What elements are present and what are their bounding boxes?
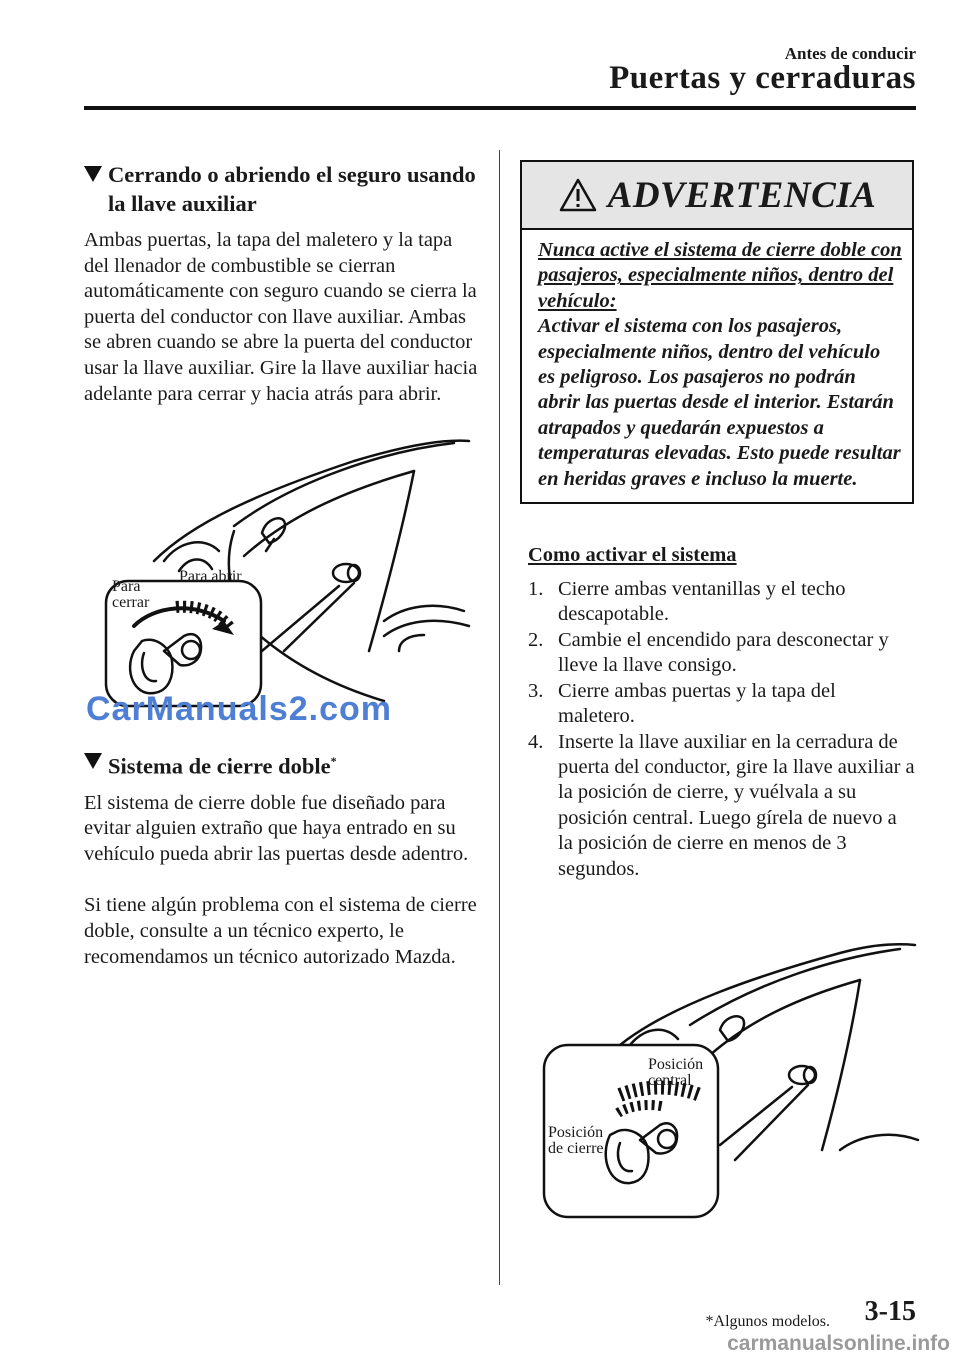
label-to-close: Para cerrar	[112, 578, 150, 612]
label-to-open: Para abrir	[179, 568, 242, 586]
warning-triangle-icon	[558, 177, 598, 213]
activation-steps	[528, 577, 916, 882]
warning-box	[520, 160, 914, 504]
step-item: 3. Cierre ambas puertas y la tapa del maletero.	[528, 679, 836, 728]
warning-underlined-text: Nunca active el sistema de cierre doble con pasajeros, especialmente niños, dentro del vehículo:	[538, 239, 902, 312]
paragraph-double-lock-help: Si tiene algún problema con el sistema de cierre doble, consulte a un técnico experto, le recomendamos un técnico autorizado Mazda.	[84, 894, 477, 968]
paragraph-double-lock: El sistema de cierre doble fue diseñado para evitar alguien extraño que haya entrado en su vehículo pueda abrir las puertas desde adentro.	[84, 791, 469, 865]
warning-body	[522, 230, 912, 502]
step-item: 2. Cambie el encendido para desconectar y lleve la llave consigo.	[528, 628, 889, 677]
label-lock-position: Posición de cierre	[548, 1124, 604, 1157]
page-title: Puertas y cerraduras	[609, 60, 916, 96]
heading-auxiliary-key	[84, 160, 479, 218]
right-column	[520, 160, 916, 1157]
paragraph-auxiliary-key: Ambas puertas, la tapa del maletero y la tapa del llenador de combustible se cierran automáticamente con seguro cuando se cierra la puerta del conductor con llave auxiliar. Ambas se abren cuando se abre la puerta del conductor usar la llave auxiliar. Gire la llave auxiliar hacia adelante para cerrar y hacia atrás para abrir.	[84, 229, 478, 405]
step-item: 4. Inserte la llave auxiliar en la cerradura de puerta del conductor, gire la llave auxiliar a la posición de cierre, y vuélvala a su posición central. Luego gírela de nuevo a la posición de cierre en menos de 3 segundos.	[528, 730, 915, 880]
door-lock-illustration	[84, 421, 479, 711]
column-divider	[499, 150, 500, 1285]
step-item: 1. Cierre ambas ventanillas y el techo descapotable.	[528, 578, 846, 626]
header-rule	[84, 106, 916, 110]
heading-auxiliary-key-text: Cerrando o abriendo el seguro usando la llave auxiliar	[108, 162, 476, 216]
heading-double-lock-text: Sistema de cierre doble	[108, 753, 331, 779]
warning-text: Activar el sistema con los pasajeros, especialmente niños, dentro del vehículo es peligroso. Los pasajeros no podrán abrir las puertas desde el interior. Estarán atrapados y quedarán expuestos a temperaturas elevadas. Esto puede resultar en heridas graves e incluso la muerte.	[538, 315, 901, 490]
watermark-logo: CarManuals2.com	[86, 690, 392, 728]
triangle-bullet-icon	[84, 753, 102, 769]
car-door-key-drawing	[84, 421, 479, 711]
double-lock-illustration	[540, 935, 936, 1225]
car-door-key-positions-drawing	[540, 935, 920, 1225]
footnote-mark: *	[330, 754, 337, 769]
label-center-position: Posición central	[648, 1056, 704, 1089]
footnote: *Algunos modelos.	[705, 1313, 830, 1330]
left-column	[84, 160, 479, 970]
page-number: 3-15	[864, 1296, 916, 1327]
heading-double-lock	[84, 747, 479, 781]
triangle-bullet-icon	[84, 166, 102, 182]
site-watermark: carmanualsonline.info	[727, 1332, 950, 1355]
activation-heading: Como activar el sistema	[528, 544, 737, 567]
warning-title: ADVERTENCIA	[607, 174, 877, 216]
section-name: Antes de conducir	[784, 44, 916, 63]
warning-header	[522, 162, 912, 230]
